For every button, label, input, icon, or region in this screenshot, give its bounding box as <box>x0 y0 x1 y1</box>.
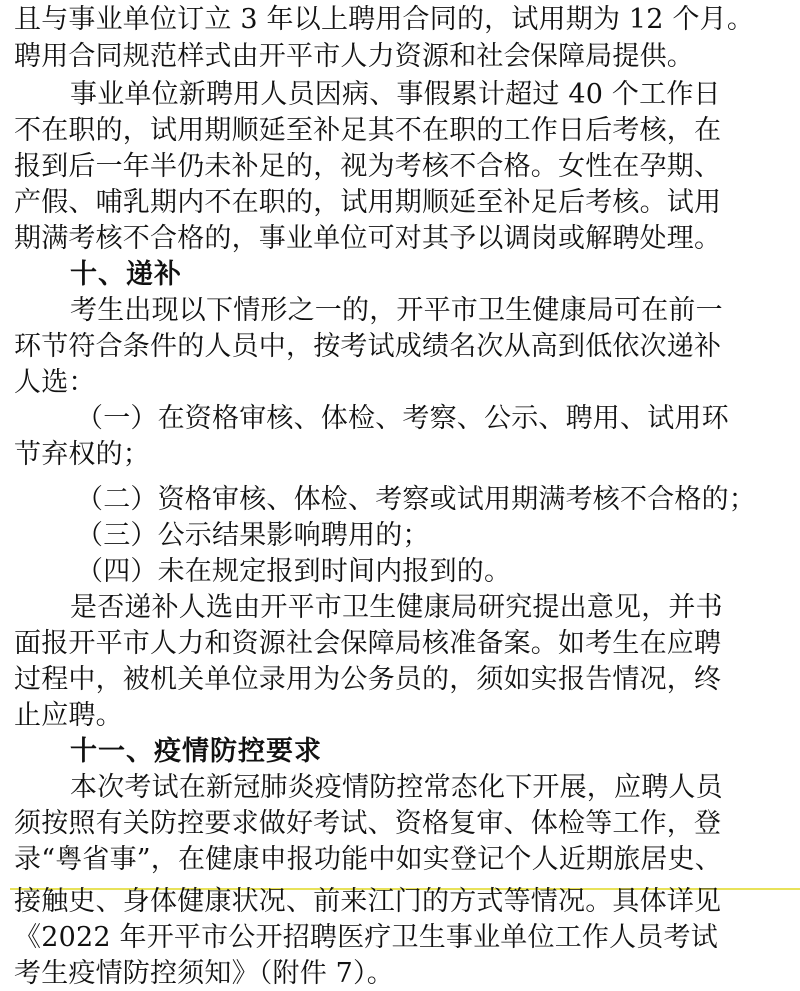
text-line: 人选： <box>14 367 96 398</box>
text-line: 须按照有关防控要求做好考试、资格复审、体检等工作，登 <box>14 808 722 839</box>
section-heading-eleven: 十一、疫情防控要求 <box>70 736 322 767</box>
list-item: （二）资格审核、体检、考察或试用期满考核不合格的； <box>76 484 756 515</box>
paragraph-line: 事业单位新聘用人员因病、事假累计超过 40 个工作日 <box>70 79 721 110</box>
section-heading-ten: 十、递补 <box>70 259 182 290</box>
text-line: 考生疫情防控须知》（附件 7）。 <box>14 958 394 989</box>
text-line: 且与事业单位订立 3 年以上聘用合同的，试用期为 12 个月。 <box>14 4 755 35</box>
text-line: 止应聘。 <box>14 700 123 731</box>
text-line: 接触史、身体健康状况、前来江门的方式等情况。具体详见 <box>14 886 722 917</box>
text-line: 产假、哺乳期内不在职的，试用期顺延至补足后考核。试用 <box>14 187 722 218</box>
text-line: 节弃权的； <box>14 439 150 470</box>
paragraph-line: 是否递补人选由开平市卫生健康局研究提出意见，并书 <box>70 592 723 623</box>
text-line: 过程中，被机关单位录用为公务员的，须如实报告情况，终 <box>14 664 722 695</box>
list-item: （四）未在规定报到时间内报到的。 <box>76 556 512 587</box>
text-line: 报到后一年半仍未补足的，视为考核不合格。女性在孕期、 <box>14 151 722 182</box>
text-line: 聘用合同规范样式由开平市人力资源和社会保障局提供。 <box>14 41 694 72</box>
list-item: （一）在资格审核、体检、考察、公示、聘用、试用环 <box>76 403 729 434</box>
text-line: 不在职的，试用期顺延至补足其不在职的工作日后考核，在 <box>14 115 722 146</box>
paragraph-line: 本次考试在新冠肺炎疫情防控常态化下开展，应聘人员 <box>70 772 723 803</box>
text-line: 面报开平市人力和资源社会保障局核准备案。如考生在应聘 <box>14 628 722 659</box>
text-line: 录“粤省事”，在健康申报功能中如实登记个人近期旅居史、 <box>14 844 723 875</box>
text-line: 《2022 年开平市公开招聘医疗卫生事业单位工作人员考试 <box>14 922 718 953</box>
text-line: 期满考核不合格的，事业单位可对其予以调岗或解聘处理。 <box>14 223 722 254</box>
list-item: （三）公示结果影响聘用的； <box>76 520 430 551</box>
paragraph-line: 考生出现以下情形之一的，开平市卫生健康局可在前一 <box>70 295 723 326</box>
text-line: 环节符合条件的人员中，按考试成绩名次从高到低依次递补 <box>14 331 722 362</box>
